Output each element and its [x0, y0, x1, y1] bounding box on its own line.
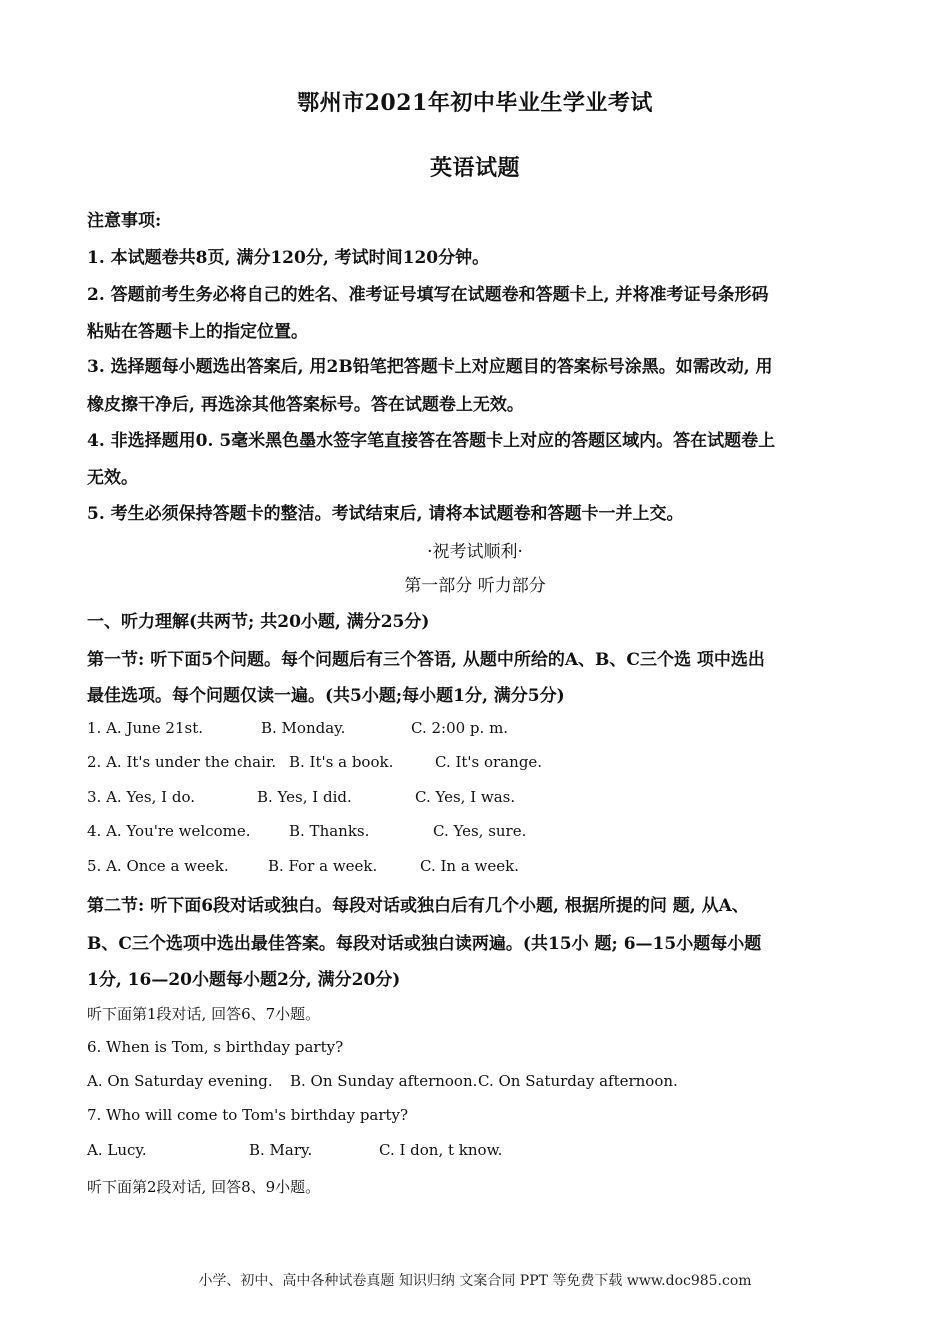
- part1-heading: 第一部分 听力部分: [404, 576, 546, 596]
- option-c: C. It's orange.: [435, 753, 543, 771]
- option-a: 4. A. You're welcome.: [87, 822, 251, 840]
- option-b: B. Thanks.: [289, 822, 370, 840]
- option-a: 3. A. Yes, I do.: [87, 788, 195, 806]
- exam-title: 鄂州市2021年初中毕业生学业考试: [297, 90, 653, 116]
- option-c: C. Yes, I was.: [415, 788, 516, 806]
- notice-line: 粘贴在答题卡上的指定位置。: [87, 322, 308, 342]
- option-b: B. Mary.: [249, 1141, 313, 1159]
- question-7-stem: 7. Who will come to Tom's birthday party?: [87, 1106, 409, 1124]
- notice-line: 5. 考生必须保持答题卡的整洁。考试结束后, 请将本试题卷和答题卡一并上交。: [87, 504, 684, 524]
- notice-line: 橡皮擦干净后, 再选涂其他答案标号。答在试题卷上无效。: [87, 395, 524, 415]
- notice-line: 4. 非选择题用0. 5毫米黑色墨水签字笔直接答在答题卡上对应的答题区域内。答在试题卷上: [87, 431, 776, 451]
- notice-line: 1. 本试题卷共8页, 满分120分, 考试时间120分钟。: [87, 248, 490, 268]
- question-6-stem: 6. When is Tom, s birthday party?: [87, 1038, 344, 1056]
- option-a: 1. A. June 21st.: [87, 719, 204, 737]
- option-b: B. On Sunday afternoon.: [290, 1072, 478, 1090]
- section1-intro: 第一节: 听下面5个问题。每个问题后有三个答语, 从题中所给的A、B、C三个选 项中选出: [87, 650, 765, 670]
- option-c: C. 2:00 p. m.: [411, 719, 509, 737]
- option-c: C. I don, t know.: [379, 1141, 503, 1159]
- exam-subtitle: 英语试题: [429, 155, 520, 181]
- page-footer: 小学、初中、高中各种试卷真题 知识归纳 文案合同 PPT 等免费下载 www.doc985.com: [198, 1273, 752, 1289]
- option-c: C. Yes, sure.: [433, 822, 527, 840]
- section1-intro: 最佳选项。每个问题仅读一遍。(共5小题;每小题1分, 满分5分): [87, 686, 565, 706]
- option-b: B. Monday.: [261, 719, 346, 737]
- option-b: B. It's a book.: [289, 753, 394, 771]
- section2-intro: 第二节: 听下面6段对话或独白。每段对话或独白后有几个小题, 根据所提的问 题, 从A、: [87, 896, 749, 916]
- option-a: A. On Saturday evening.: [87, 1072, 273, 1090]
- option-c: C. On Saturday afternoon.: [478, 1072, 678, 1090]
- blessing: ·祝考试顺利·: [427, 542, 523, 562]
- option-c: C. In a week.: [420, 857, 519, 875]
- notice-heading: 注意事项:: [87, 211, 162, 231]
- notice-line: 3. 选择题每小题选出答案后, 用2B铅笔把答题卡上对应题目的答案标号涂黑。如需改动, 用: [87, 357, 773, 377]
- section2-intro: 1分, 16—20小题每小题2分, 满分20分): [87, 970, 401, 990]
- option-b: B. For a week.: [268, 857, 378, 875]
- option-a: A. Lucy.: [87, 1141, 147, 1159]
- notice-line: 2. 答题前考生务必将自己的姓名、准考证号填写在试题卷和答题卡上, 并将准考证号条形码: [87, 285, 769, 305]
- option-b: B. Yes, I did.: [257, 788, 352, 806]
- option-a: 2. A. It's under the chair.: [87, 753, 277, 771]
- option-a: 5. A. Once a week.: [87, 857, 229, 875]
- dialog2-intro: 听下面第2段对话, 回答8、9小题。: [87, 1178, 321, 1196]
- section-heading: 一、听力理解(共两节; 共20小题, 满分25分): [87, 612, 430, 632]
- section2-intro: B、C三个选项中选出最佳答案。每段对话或独白读两遍。(共15小 题; 6—15小题每小题: [87, 934, 762, 954]
- dialog1-intro: 听下面第1段对话, 回答6、7小题。: [87, 1005, 321, 1023]
- notice-line: 无效。: [87, 468, 138, 488]
